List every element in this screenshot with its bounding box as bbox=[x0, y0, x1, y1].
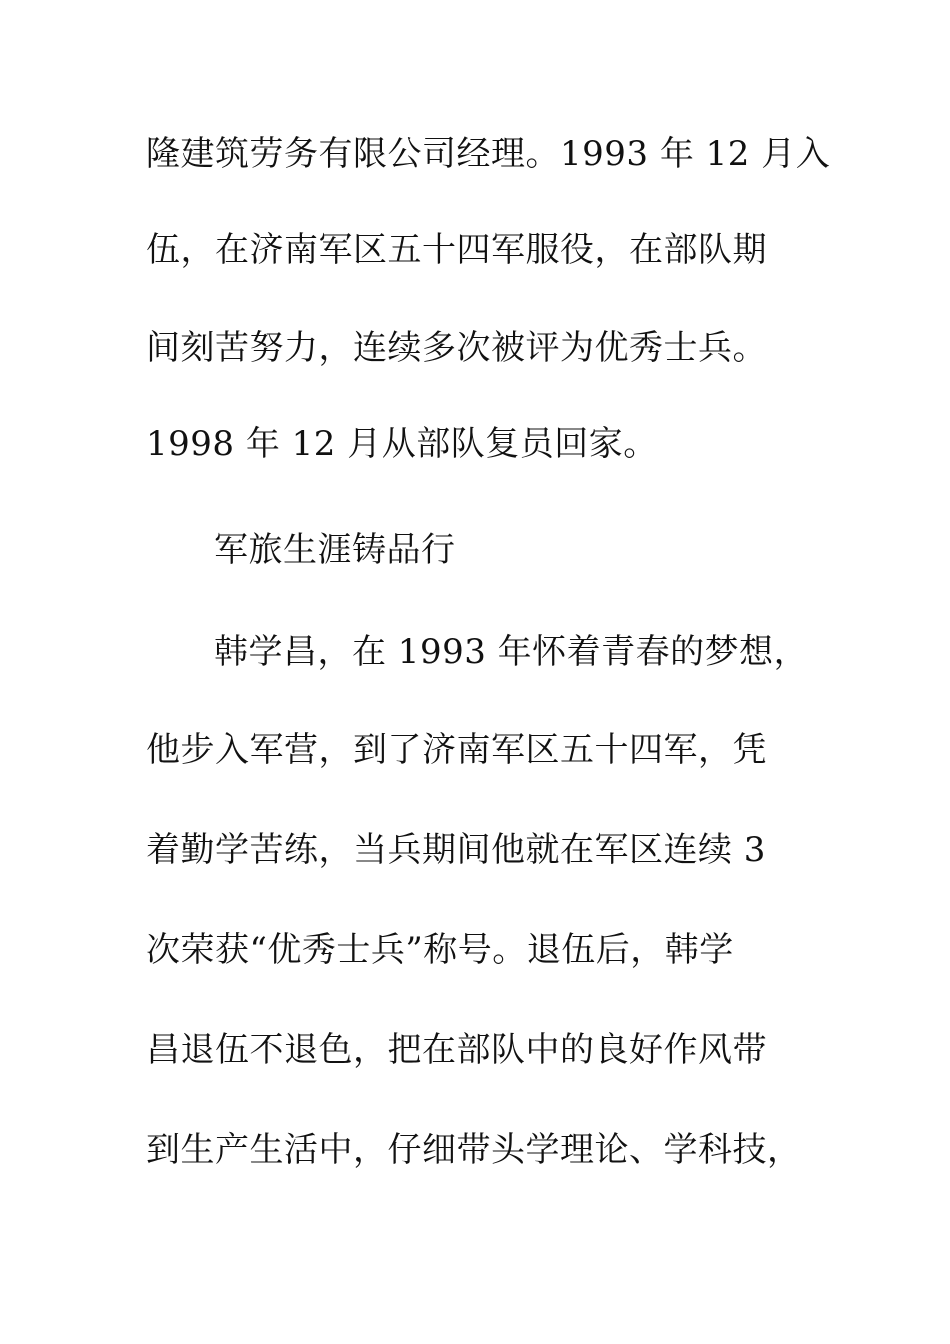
paragraph-line-2: 伍，在济南军区五十四军服役，在部队期 bbox=[146, 230, 767, 270]
paragraph-line-5: 韩学昌，在 1993 年怀着青春的梦想， bbox=[214, 632, 809, 672]
paragraph-line-7: 着勤学苦练，当兵期间他就在军区连续 3 bbox=[146, 830, 766, 870]
paragraph-line-4: 1998 年 12 月从部队复员回家。 bbox=[146, 424, 658, 464]
section-heading: 军旅生涯铸品行 bbox=[214, 530, 456, 570]
paragraph-line-9: 昌退伍不退色，把在部队中的良好作风带 bbox=[146, 1030, 767, 1070]
paragraph-line-10: 到生产生活中，仔细带头学理论、学科技， bbox=[146, 1130, 802, 1170]
paragraph-line-8: 次荣获“优秀士兵”称号。退伍后，韩学 bbox=[146, 930, 734, 970]
paragraph-line-1: 隆建筑劳务有限公司经理。1993 年 12 月入 bbox=[146, 134, 831, 174]
paragraph-line-6: 他步入军营，到了济南军区五十四军，凭 bbox=[146, 730, 767, 770]
paragraph-line-3: 间刻苦努力，连续多次被评为优秀士兵。 bbox=[146, 328, 767, 368]
